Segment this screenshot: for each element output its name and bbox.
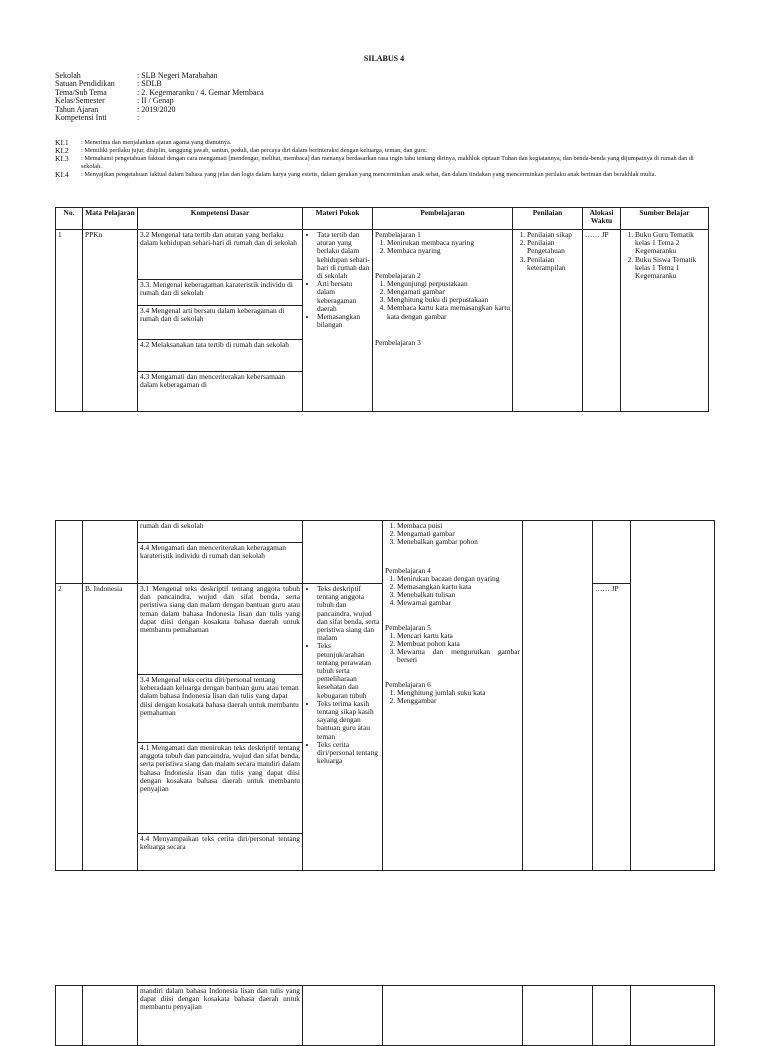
kd-item: 4.1 Mengamati dan menirukan teks deskriptif tentang anggota tubuh dan pancaindra, wujud dan sifat benda, serta peristiwa siang dan malam secara mandiri dalam bahasa Indonesia lisan dan tulis yang dapat diisi dengan kosakata bahasa daerah untuk membantu penyajian (138, 743, 302, 834)
kd-item: 4.2 Melaksanakan tata tertib di rumah dan sekolah (138, 340, 302, 372)
row-no: 2 (56, 584, 83, 871)
header-mapel: Mata Pelajaran (83, 208, 138, 230)
pembelajaran-6-title: Pembelajaran 6 (385, 679, 431, 689)
penilaian-cell (513, 230, 583, 412)
list-item: 3. Penilaian keterampilan (527, 256, 580, 272)
pembelajaran-cell (373, 230, 513, 412)
penilaian-cell (523, 521, 593, 871)
list-item: 1. Buku Guru Tematik kelas 1 Tema 2 Kegemaranku (635, 231, 706, 256)
silabus-table-page2 (55, 520, 715, 871)
sumber-cell (631, 521, 715, 871)
list-item: 1. Mencari kartu kata (397, 632, 520, 640)
info-row-satuan: Satuan Pendidikan : SDLB (55, 79, 162, 89)
ki-3: KI.3 : Memahami pengetahuan faktual dengan cara mengamati [mendengar, melihat, membaca] dan menanya berdasarkan rasa ingin tahu tentang dirinya, makhluk ciptaan Tuhan dan kegiatannya, dan benda-benda yang dijumpainya di rumah dan di sekolah. (55, 154, 694, 170)
list-item: • Memasangkan bilangan (317, 313, 370, 329)
materi-cell (303, 986, 383, 1046)
list-item: • Teks deskriptif tentang anggota tubuh dan pancaindra, wujud dan sifat benda, serta peristiwa siang dan malam (317, 585, 380, 642)
list-item: 1. Membaca puisi (397, 522, 520, 530)
list-item: • Teks petunjuk/arahan tentang perawatan tubuh serta pemeliharaan kesehatan dan kebugaran tubuh (317, 642, 380, 699)
row-no: 1 (56, 230, 83, 412)
header-sumber: Sumber Belajar (621, 208, 709, 230)
list-item: 1. Menirukan bacaan dengan nyaring (397, 575, 520, 583)
table-row (56, 230, 709, 412)
row-no (56, 521, 83, 584)
materi-cell (303, 584, 383, 871)
list-item: • Teks cerita diri/personal tentang keluarga (317, 741, 380, 766)
list-item: 1. Menirukan membaca nyaring (387, 239, 510, 247)
header-kd: Kompetensi Dasar (138, 208, 303, 230)
page-2 (0, 430, 768, 965)
list-item: • Tata tertib dan aturan yang berlaku dalam kehidupan sehari-hari di rumah dan di sekolah (317, 231, 370, 280)
row-mapel: B. Indonesia (83, 584, 138, 871)
alokasi-cell (593, 986, 631, 1046)
pembelajaran-1-title: Pembelajaran 1 (375, 230, 421, 239)
kd-item: 3.3. Mengenal keberagaman karateristik individu di rumah dan di sekolah (138, 280, 302, 306)
list-item: 2. Penilaian Pengetahuan (527, 239, 580, 255)
list-item: 2. Mengamati gambar (397, 530, 520, 538)
table-header-row (56, 208, 709, 230)
pembelajaran-2-title: Pembelajaran 2 (375, 270, 421, 280)
list-item: 2. Membuat pohon kata (397, 640, 520, 648)
header-no: No. (56, 208, 83, 230)
sumber-cell (621, 230, 709, 412)
pembelajaran-cell (383, 521, 523, 871)
row-mapel: PPKn (83, 230, 138, 412)
kd-item: 3.4 Mengenal teks cerita diri/personal tentang keberadaan keluarga dengan bantuan guru atau teman dalam bahasa Indonesia lisan dan tulis yang dapat diisi dengan kosakata bahasa daerah untuk membantu pemahaman (138, 675, 302, 743)
info-row-ki: Kompetensi Inti : (55, 113, 140, 123)
list-item: 3. Menebalkan tulisan (397, 591, 520, 599)
list-item: 2. Buku Siswa Tematik kelas 1 Tema 1 Kegemaranku (635, 256, 706, 281)
kd-item: 4.3 Mengamati dan menceriterakan kebersamaan dalam keberagaman di (140, 372, 286, 390)
list-item: 4. Membaca kartu kata memasangkan kartu kata dengan gambar (387, 304, 510, 320)
kd-item: 4.4 Menyampaikan teks cerita diri/personal tentang keluarga secara (140, 834, 300, 852)
header-materi: Materi Pokok (303, 208, 373, 230)
pembelajaran-3-title: Pembelajaran 3 (375, 337, 421, 347)
ki-2: KI.2 : Memiliki perilaku jujur, disiplin, tanggung jawab, santun, peduli, dan percaya diri dalam berinteraksi dengan keluarga, teman, dan guru. (55, 146, 428, 155)
materi-cell (303, 230, 373, 412)
row-mapel (83, 986, 138, 1046)
alokasi-cell: …… JP (583, 230, 621, 412)
list-item: 2. Mengamati gambar (387, 288, 510, 296)
kd-item: 4.4 Mengamati dan menceriterakan keberagaman karateristik individu di rumah dan sekolah (140, 543, 286, 561)
list-item: 3. Menebalkan gambar pohon (397, 538, 520, 546)
list-item: 1. Penilaian sikap (527, 231, 580, 239)
list-item: 1. Mengunjungi perpustakaan (387, 280, 510, 288)
pembelajaran-cell (383, 986, 523, 1046)
kd-cell (138, 584, 303, 871)
table-row (56, 986, 715, 1046)
ki-4: KI.4 : Menyajikan pengetahuan faktual dalam bahasa yang jelas dan logis dalam karya yang estetis, dalam gerakan yang mencerminkan anak sehat, dan dalam tindakan yang mencerminkan perilaku anak beriman dan berakhlak mulia. (55, 170, 657, 179)
list-item: 3. Mewarna dan mengurutkan gambar berseri (397, 648, 520, 664)
kd-cell (138, 521, 303, 584)
alokasi-cell: …… JP (593, 584, 631, 871)
kd-item: 3.4 Mengenal arti bersatu dalam keberagaman di rumah dan di sekolah (138, 306, 302, 340)
list-item: 2. Menggambar (397, 697, 520, 705)
info-row-sekolah: Sekolah : SLB Negeri Marabahan (55, 71, 218, 80)
info-row-kelas: Kelas/Semester : II / Genap (55, 96, 174, 106)
ki-1: KI.1 : Menerima dan menjalankan ajaran agama yang dianutnya. (55, 138, 232, 147)
info-row-tema: Tema/Sub Tema : 2. Kegemaranku / 4. Gemar Membaca (55, 87, 264, 97)
header-penilaian: Penilaian (513, 208, 583, 230)
header-pembelajaran: Pembelajaran (373, 208, 513, 230)
list-item: 2. Membaca nyaring (387, 247, 510, 255)
materi-cell (303, 521, 383, 584)
list-item: 4. Mewarnai gambar (397, 599, 520, 607)
kompetensi-inti-list (55, 139, 715, 179)
identity-block (55, 72, 264, 122)
pembelajaran-4-title: Pembelajaran 4 (385, 565, 431, 575)
list-item: • Arti bersatu dalam keberagaman daerah (317, 280, 370, 313)
silabus-table-page1 (55, 207, 709, 412)
kd-item: 3.2 Mengenal tata tertib dan aturan yang berlaku dalam kehidupan sehari-hari di rumah dan di sekolah (138, 230, 302, 280)
list-item: 1. Menghitung jumlah suku kata (397, 689, 520, 697)
penilaian-cell (523, 986, 593, 1046)
kd-item: 3.1 Mengenal teks deskriptif tentang anggota tubuh dan pancaindra, wujud dan sifat benda, serta peristiwa siang dan malam dengan bantuan guru atau teman dalam bahasa Indonesia lisan dan tulis yang dapat diisi dengan kosakata bahasa daerah untuk membantu pemahaman (138, 584, 302, 675)
page-3 (0, 975, 768, 1024)
pembelajaran-5-title: Pembelajaran 5 (385, 622, 431, 632)
page-1 (0, 0, 768, 420)
row-mapel (83, 521, 138, 584)
silabus-table-page3 (55, 985, 715, 1046)
table-row (56, 521, 715, 584)
sumber-cell (631, 986, 715, 1046)
info-row-tahun: Tahun Ajaran : 2019/2020 (55, 104, 176, 114)
header-alokasi: Alokasi Waktu (583, 208, 621, 230)
kd-cell (138, 230, 303, 412)
list-item: 2. Memasangkan kartu kata (397, 583, 520, 591)
alokasi-cell (593, 521, 631, 584)
list-item: 3. Menghitung buku di perpustakaan (387, 296, 510, 304)
list-item: • Teks terima kasih tentang sikap kasih sayang dengan bantuan guru atau teman (317, 700, 380, 741)
document-title: SILABUS 4 (363, 54, 405, 63)
row-no (56, 986, 83, 1046)
kd-cell: mandiri dalam bahasa Indonesia lisan dan tulis yang dapat diisi dengan kosakata bahasa daerah untuk membantu penyajian (138, 986, 303, 1046)
kd-item: rumah dan di sekolah (138, 521, 302, 543)
